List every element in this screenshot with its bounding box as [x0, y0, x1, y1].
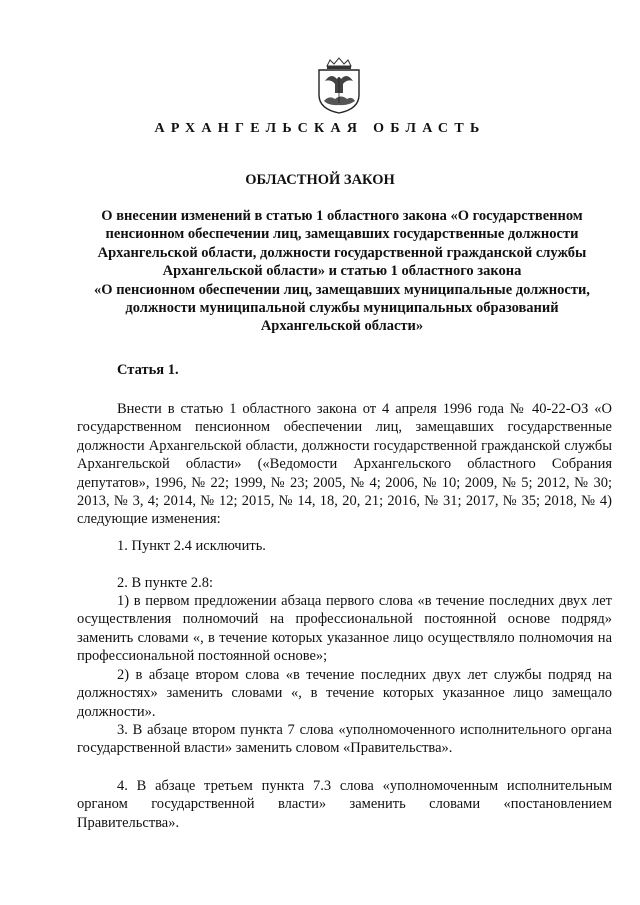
law-subject	[72, 207, 612, 336]
subject-line: должности муниципальной службы муниципальных образований	[125, 300, 559, 317]
subject-line: Архангельской области»	[260, 318, 424, 335]
subject-line: Архангельской области, должности государственной гражданской службы	[97, 244, 587, 261]
subject-line: Архангельской области» и статью 1 областного закона	[162, 263, 522, 280]
item-3-paragraph: 3. В абзаце втором пункта 7 слова «уполномоченного исполнительного органа государственной власти» заменить словом «Правительства».	[77, 722, 612, 757]
article-intro-paragraph: Внести в статью 1 областного закона от 4 апреля 1996 года № 40-22-ОЗ «О государственном пенсионном обеспечении лиц, замещавших государственные должности Архангельской области, должности государственной гражданской службы Архангельской области» («Ведомости Архангельского областного Собрания депутатов», 1996, № 22; 1999, № 23; 2005, № 4; 2006, № 10; 2009, № 5; 2012, № 30; 2013, № 3, 4; 2014, № 12; 2015, № 14, 18, 20, 21; 2016, № 31; 2017, № 35; 2018, № 4) следующие изменения:	[77, 401, 612, 528]
subject-line: «О пенсионном обеспечении лиц, замещавших муниципальные должности,	[94, 281, 590, 298]
item-1-paragraph: 1. Пункт 2.4 исключить.	[117, 538, 266, 554]
item-2-subitem-2: 2) в абзаце втором слова «в течение последних двух лет службы подряд на должностях» заменить словами «, в течение которых указанное лицо замещало должности».	[77, 667, 612, 720]
coat-of-arms-icon	[313, 57, 365, 115]
law-title: ОБЛАСТНОЙ ЗАКОН	[245, 172, 395, 188]
item-2-subitem-1: 1) в первом предложении абзаца первого слова «в течение последних двух лет осуществления полномочий на профессиональной постоянной основе подряд» заменить словами «, в течение которых указанное лицо осуществляло полномочия на профессиональной постоянной основе»;	[77, 593, 612, 665]
subject-line: пенсионном обеспечении лиц, замещавших государственные должности	[105, 226, 579, 243]
region-name: АРХАНГЕЛЬСКАЯ ОБЛАСТЬ	[154, 121, 486, 136]
item-2-heading: 2. В пункте 2.8:	[117, 575, 213, 591]
subject-line: О внесении изменений в статью 1 областного закона «О государственном	[101, 208, 583, 224]
item-4-paragraph: 4. В абзаце третьем пункта 7.3 слова «уполномоченным исполнительным органом государственной власти» заменить словами «постановлением Правительства».	[77, 778, 612, 831]
article-heading: Статья 1.	[117, 362, 179, 378]
